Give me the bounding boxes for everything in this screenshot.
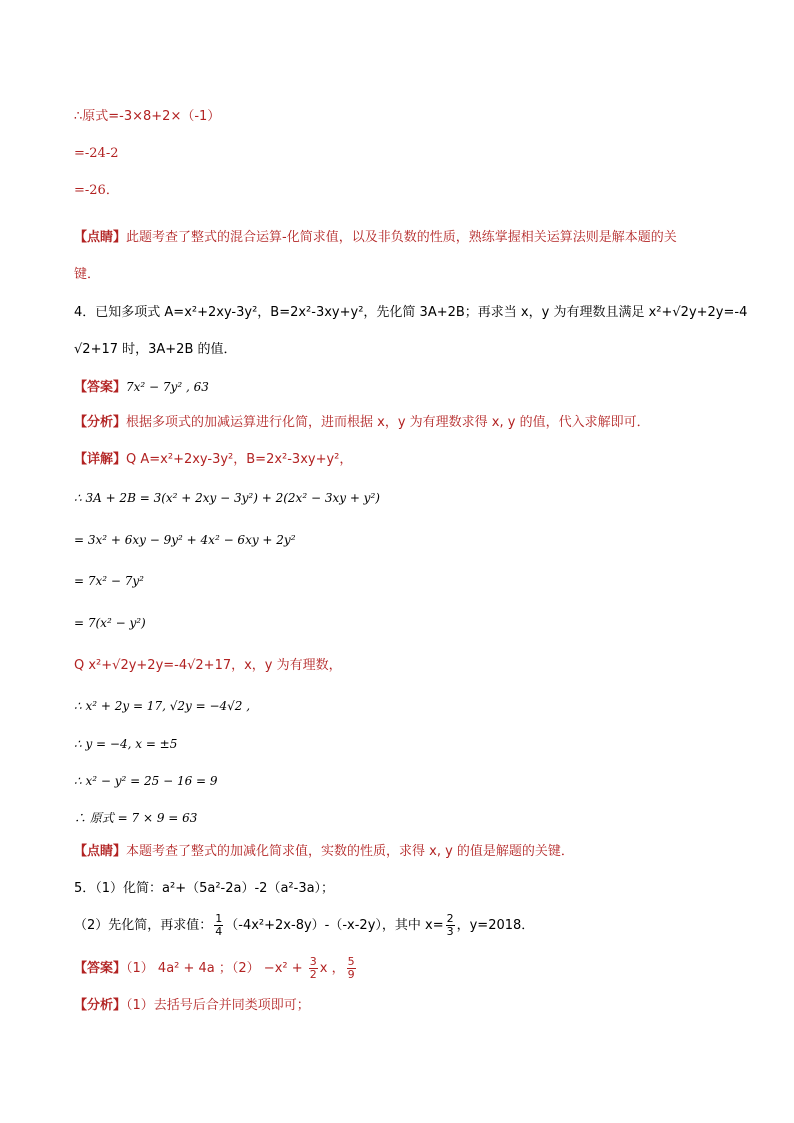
answer-5-text-b: x ， <box>319 961 345 976</box>
question-4-line-1 <box>74 304 747 322</box>
math-step-7: ∴ y = −4, x = ±5 <box>74 737 178 751</box>
fraction-4-denominator: 9 <box>347 968 355 981</box>
question-5-line-2 <box>74 912 534 940</box>
fraction-two-thirds <box>446 913 455 938</box>
math-step-2: = 3x² + 6xy − 9y² + 4x² − 6xy + 2y² <box>74 533 296 547</box>
sqrt-two: √2 <box>672 305 689 320</box>
question-4-line-2 <box>74 341 237 359</box>
analysis-4 <box>74 414 650 432</box>
math-step-4: = 7(x² − y²) <box>74 616 146 630</box>
math-step-8: ∴ x² − y² = 25 − 16 = 9 <box>74 774 218 788</box>
detail-tag: 【详解】 <box>74 452 127 467</box>
math-step-9: ∴ 原式 = 7 × 9 = 63 <box>74 811 198 825</box>
question-5-text-a: （2）先化简，再求值： <box>74 918 213 933</box>
detail-text: Q A=x²+2xy-3y²，B=2x²-3xy+y²， <box>126 452 353 467</box>
fraction-three-halves <box>309 956 318 981</box>
question-5-line-1: 5．（1）化简：a²+（5a²-2a）-2（a²-3a）； <box>74 881 335 896</box>
dianjing-1-continued: 键． <box>74 267 101 282</box>
analysis-text: 根据多项式的加减运算进行化简，进而根据 x，y 为有理数求得 x, y 的值，代入求解即可． <box>126 415 650 430</box>
dianjing-text: 此题考查了整式的混合运算-化简求值，以及非负数的性质，熟练掌握相关运算法则是解本题的关 <box>126 230 677 245</box>
solution-line-2: =-24-2 <box>74 146 119 161</box>
math-step-1: ∴ 3A + 2B = 3(x² + 2xy − 3y²) + 2(2x² − 3xy + y²) <box>74 491 380 505</box>
fraction-2-numerator: 2 <box>446 912 454 925</box>
math-step-3: = 7x² − 7y² <box>74 574 144 588</box>
question-4-text: 4．已知多项式 A=x²+2xy-3y²，B=2x²-3xy+y²，先化简 3A+2B；再求当 x，y 为有理数且满足 x²+ <box>74 305 673 320</box>
answer-tag: 【答案】 <box>74 380 127 395</box>
fraction-denominator: 4 <box>215 925 223 938</box>
math-step-6: ∴ x² + 2y = 17, √2y = −4√2 , <box>74 699 251 713</box>
fraction-one-quarter <box>214 913 223 938</box>
fraction-3-numerator: 3 <box>309 955 317 968</box>
analysis-5-text: （1）去括号后合并同类项即可； <box>126 998 310 1013</box>
dianjing-tag: 【点睛】 <box>74 230 127 245</box>
dianjing-2 <box>74 843 574 861</box>
dianjing-1 <box>74 229 677 247</box>
math-step-5: Q x²+√2y+2y=-4√2+17，x，y 为有理数， <box>74 658 342 673</box>
fraction-numerator: 1 <box>215 912 223 925</box>
fraction-2-denominator: 3 <box>446 925 454 938</box>
analysis-tag: 【分析】 <box>74 415 127 430</box>
answer-5-tag: 【答案】 <box>74 961 127 976</box>
question-4-text-d: +17 时，3A+2B 的值． <box>90 342 237 357</box>
dianjing-2-tag: 【点睛】 <box>74 844 127 859</box>
dianjing-2-text: 本题考查了整式的加减化简求值，实数的性质，求得 x, y 的值是解题的关键． <box>126 844 574 859</box>
answer-text: 7x² − 7y² , 63 <box>126 380 209 394</box>
solution-line-3: =-26． <box>74 183 119 198</box>
fraction-five-ninths <box>347 956 356 981</box>
analysis-5 <box>74 997 310 1015</box>
sqrt-two-b: √2 <box>74 342 91 357</box>
fraction-4-numerator: 5 <box>347 955 355 968</box>
detail-4 <box>74 451 352 469</box>
question-4-text-b: y+2y=-4 <box>688 305 748 320</box>
analysis-5-tag: 【分析】 <box>74 998 127 1013</box>
solution-line-1: ∴原式=-3×8+2×（-1） <box>74 109 221 124</box>
answer-4 <box>74 378 209 397</box>
question-5-text-c: ，y=2018． <box>456 918 535 933</box>
fraction-3-denominator: 2 <box>309 968 317 981</box>
question-5-text-b: （-4x²+2x-8y）-（-x-2y），其中 x= <box>225 918 444 933</box>
answer-5-text-a: （1） 4a² + 4a ；（2） −x² + <box>126 961 307 976</box>
answer-5 <box>74 955 358 983</box>
